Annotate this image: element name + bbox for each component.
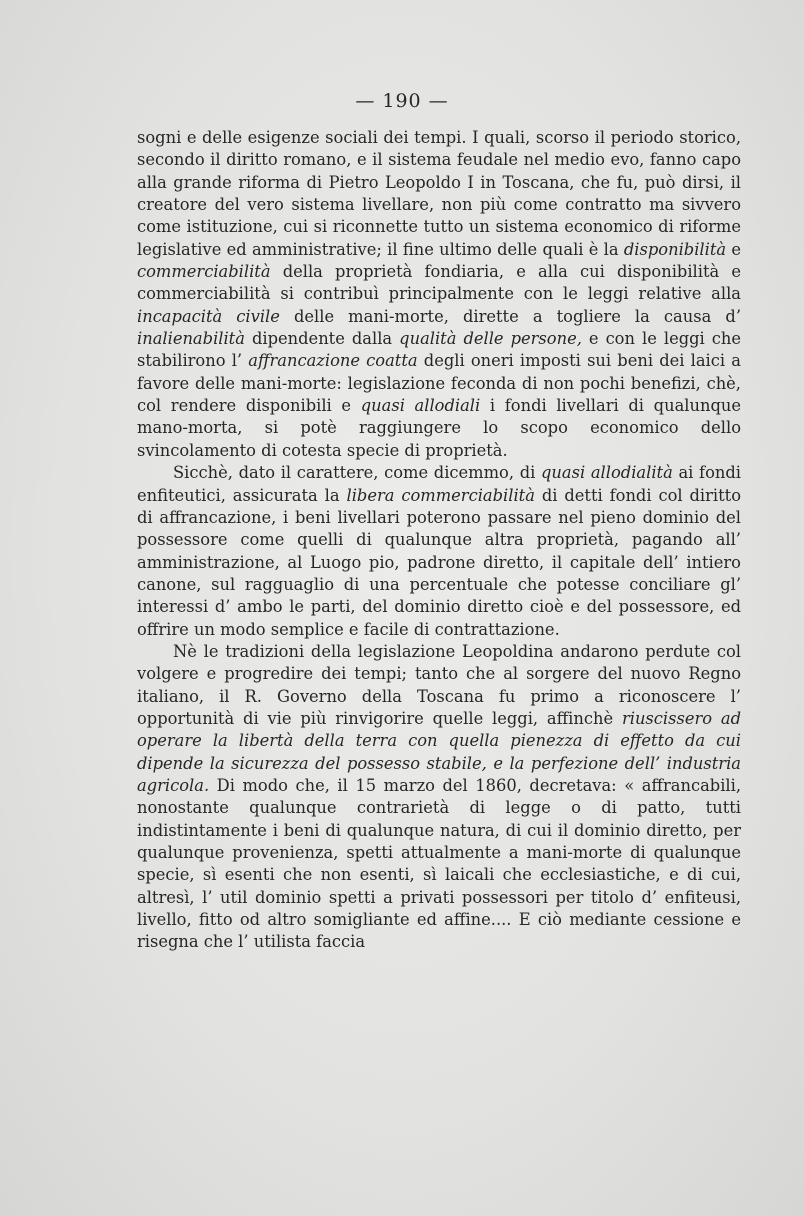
italic-phrase: affrancazione coatta: [248, 351, 418, 371]
italic-phrase: quasi allodiali: [360, 396, 481, 416]
text-run: Nè le tradizioni della legislazione Leopoldina andarono perdute col volgere e progredire dei tempi; tanto che al sorgere del nuovo Regno italiano, il R. Governo della Toscana fu primo a riconoscere l’ opportunità di vie più rinvigorire quelle leggi, affinchè: [137, 641, 741, 728]
text-run: della proprietà fondiaria, e alla cui disponibilità e commerciabilità si contribuì principalmente con le leggi relative alla: [137, 262, 741, 304]
italic-phrase: riuscissero ad operare la libertà della terra con quella pienezza di effetto da cui dipende la sicurezza del possesso stabile, e la perfezione dell’ industria agricola.: [137, 708, 741, 795]
text-run: dipendente dalla: [244, 329, 400, 349]
text-run: ai fondi enfiteutici, assicurata la: [137, 463, 741, 505]
text-run: Sicchè, dato il carattere, come dicemmo, di: [173, 463, 541, 483]
body-text: [137, 127, 741, 954]
italic-phrase: quasi allodialità: [541, 463, 673, 483]
italic-phrase: disponibilità: [623, 239, 727, 259]
italic-phrase: qualità delle persone,: [399, 329, 582, 349]
italic-phrase: inalienabilità: [137, 329, 245, 349]
paragraph-1: [137, 127, 741, 462]
paragraph-3: [137, 641, 741, 954]
text-run: e: [726, 239, 741, 259]
paragraph-2: [137, 462, 741, 641]
italic-phrase: commerciabilità: [137, 262, 271, 282]
text-run: delle mani-morte, dirette a togliere la causa d’: [279, 306, 741, 326]
text-run: e con le leggi che stabilirono l’: [137, 329, 742, 371]
page-number: — 190 —: [355, 90, 449, 112]
italic-phrase: libera commerciabilità: [346, 485, 535, 505]
text-run: Di modo che, il 15 marzo del 1860, decretava: « affrancabili, nonostante qualunque contrarietà di legge o di patto, tutti indistintamente i beni di qualunque natura, di cui il dominio diretto, per qualunque provenienza, spetti attualmente a mani-morte di qualunque specie, sì esenti che non esenti, sì laicali che ecclesiastiche, e di cui, altresì, l’ util dominio spetti a privati possessori per titolo d’ enfiteusi, livello, fitto od altro somigliante ed affine.... E ciò mediante cessione e risegna che l’ utilista faccia: [137, 775, 741, 952]
italic-phrase: incapacità civile: [137, 306, 280, 326]
text-run: di detti fondi col diritto di affrancazione, i beni livellari poterono passare nel pieno dominio del possessore come quelli di qualunque altra proprietà, pagando all’ amministrazione, al Luogo pio, padrone diretto, il capitale dell’ intiero canone, sul ragguaglio di una percentuale che potesse conciliare gl’ interessi d’ ambo le parti, del dominio diretto cioè e del possessore, ed offrire un modo semplice e facile di contrattazione.: [137, 485, 742, 639]
text-run: degli oneri imposti sui beni dei laici a favore delle mani-morte: legislazione feconda di non pochi benefizi, chè, col rendere disponibili e: [137, 351, 741, 416]
text-run: sogni e delle esigenze sociali dei tempi. I quali, scorso il periodo storico, secondo il diritto romano, e il sistema feudale nel medio evo, fanno capo alla grande riforma di Pietro Leopoldo I in Toscana, che fu, può dirsi, il creatore del vero sistema livellare, non più come contratto ma sivvero come istituzione, cui si riconnette tutto un sistema economico di riforme legislative ed amministrative; il fine ultimo delle quali è la: [137, 128, 741, 259]
text-run: i fondi livellari di qualunque mano-morta, si potè raggiungere lo scopo economico dello svincolamento di cotesta specie di proprietà.: [137, 396, 741, 460]
